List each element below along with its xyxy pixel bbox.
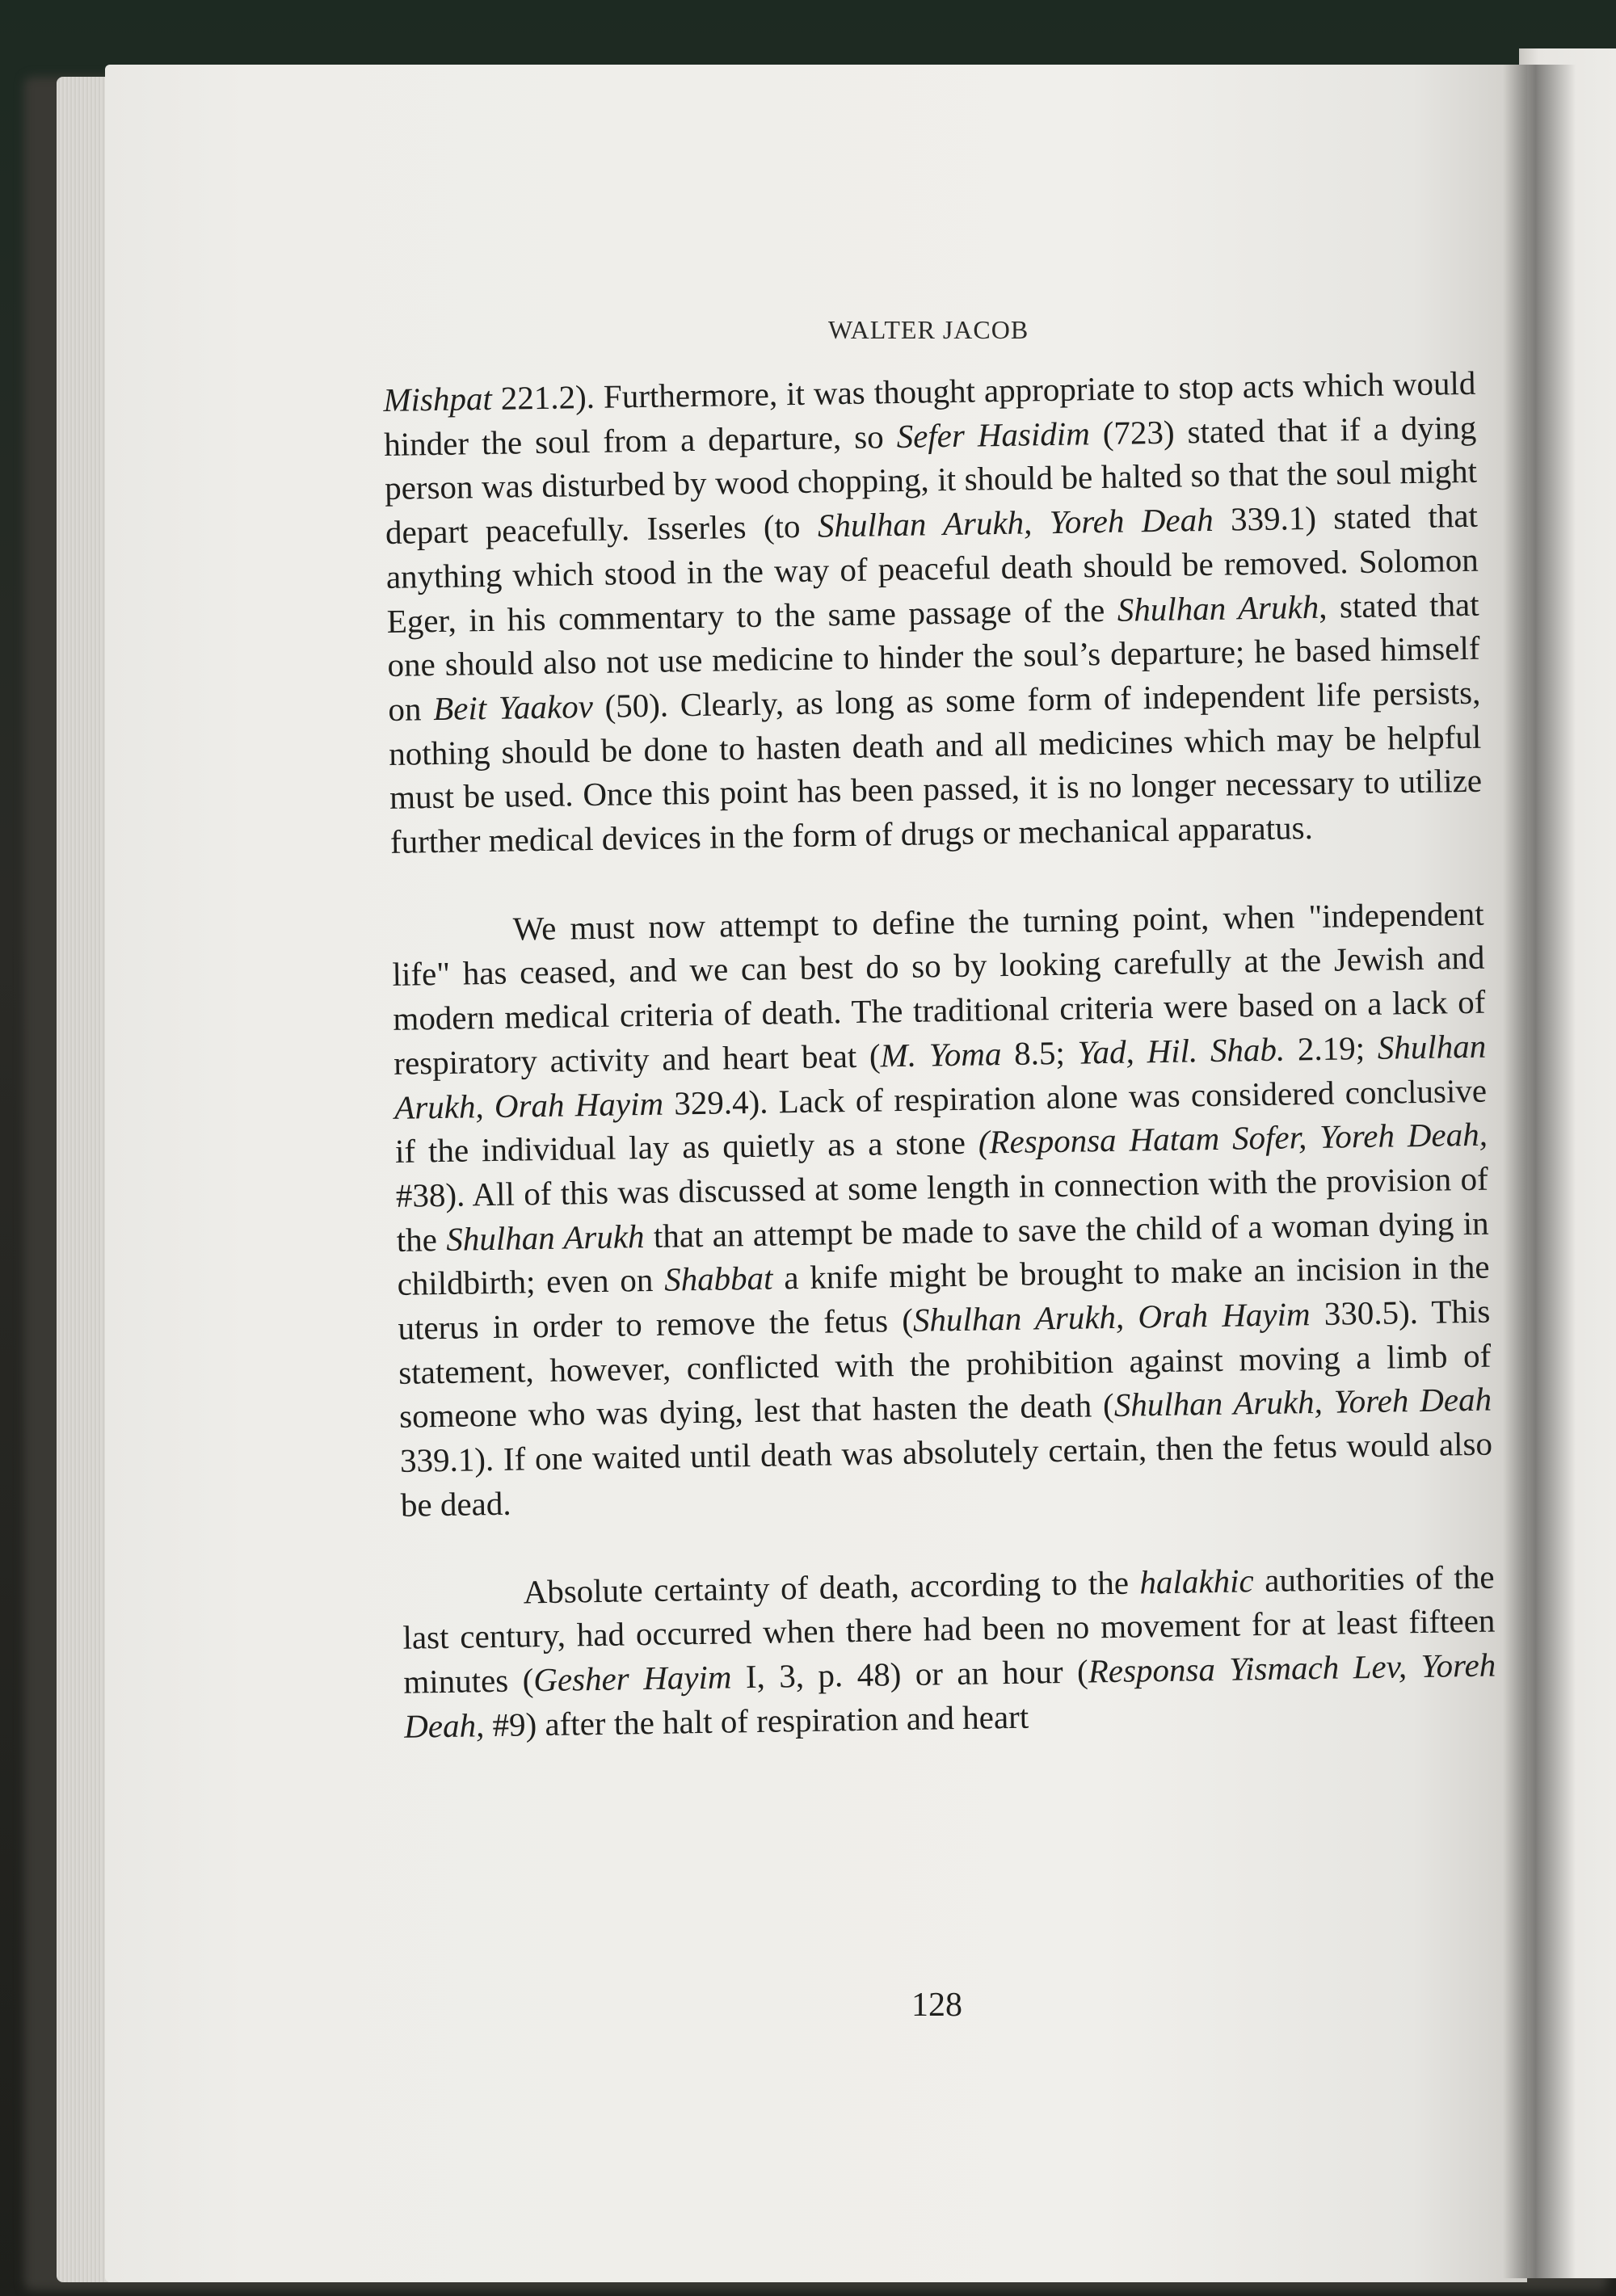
italic-run: Shulhan Arukh, Yoreh Deah [1113,1381,1492,1424]
italic-run: Shulhan Arukh [1117,587,1319,629]
text-run: We must now attempt to define the turning point, when "independent life" has ceased, and we can best do so by looking carefully at the Jewish and modern medical criteria of death. The traditional criteria were based on a lack of respiratory activity and heart beat ( [392,894,1486,1082]
text-run: (723) stated that if a dying person was disturbed by wood chopping, it should be halted so that the soul might depart peacefully. Isserles (to [384,408,1478,552]
text-run: 330.5). This statement, however, conflicted with the prohibition against moving a limb of someone who was dying, lest that hasten the death ( [398,1292,1492,1436]
text-run: Absolute certainty of death, according to the [523,1563,1140,1611]
italic-run: Shulhan Arukh, Orah Hayim [393,1027,1487,1126]
text-run: 221.2). Furthermore, it was thought appropriate to stop acts which would hinder the soul from a departure, so [383,364,1476,463]
text-run: 2.19; [1284,1028,1378,1068]
text-run: , stated that one should also not use medicine to hinder the soul’s departure; he based himself on [387,585,1480,728]
italic-run: Shabbat [663,1259,773,1299]
text-run: I, 3, p. 48) or an hour ( [731,1652,1089,1696]
italic-run: Sefer Hasidim [896,414,1091,455]
text-run: 8.5; [1001,1033,1078,1072]
page-number: 128 [911,1987,962,2024]
italic-run: Responsa Yismach Lev, Yoreh Deah, [403,1646,1496,1745]
text-run: (50). Clearly, as long as some form of independent life persists, nothing should be done to hasten death and all medicines which may be helpful must be used. Once this point has been passed, it is no longer necessary to utilize further medical devices in the form of drugs or mechanical apparatus. [388,673,1483,860]
text-run: 329.4). Lack of respiration alone was considered conclusive if the individual lay as quietly as a stone [394,1071,1488,1171]
body-text [383,361,1496,1748]
text-run: 339.1) stated that anything which stood in the way of peaceful death should be removed. Solomon Eger, in his commentary to the same passage of the [385,496,1479,640]
italic-run: Shulhan Arukh, Orah Hayim [912,1295,1311,1339]
text-run: that an attempt be made to save the child of a woman dying in childbirth; even on [397,1204,1489,1303]
italic-run: Shulhan Arukh [445,1217,645,1258]
book-gutter [1503,65,1576,2278]
italic-run: Yad, Hil. Shab. [1077,1030,1286,1071]
paragraph-1 [383,361,1483,864]
running-header: WALTER JACOB [828,315,1029,344]
text-run: authorities of the last century, had occurred when there had been no movement for at least fifteen minutes ( [402,1558,1496,1701]
italic-run: Shulhan Arukh, Yoreh Deah [817,500,1214,545]
italic-run: M. Yoma [880,1034,1002,1074]
text-run: #9) after the halt of respiration and heart [483,1697,1029,1743]
text-run: a knife might be brought to make an incision in the uterus in order to remove the fetus ( [398,1247,1490,1347]
text-run: 339.1). If one waited until death was absolutely certain, then the fetus would also be dead. [399,1424,1493,1524]
italic-run: Gesher Hayim [532,1658,732,1699]
italic-run: Beit Yaakov [432,687,594,727]
italic-run: Mishpat [383,379,493,418]
text-run: #38). All of this was discussed at some length in connection with the provision of the [395,1159,1489,1259]
italic-run: (Responsa Hatam Sofer, Yoreh Deah, [978,1115,1488,1161]
paragraph-2 [391,891,1493,1527]
paragraph-3 [402,1554,1496,1748]
italic-run: halakhic [1139,1561,1254,1601]
